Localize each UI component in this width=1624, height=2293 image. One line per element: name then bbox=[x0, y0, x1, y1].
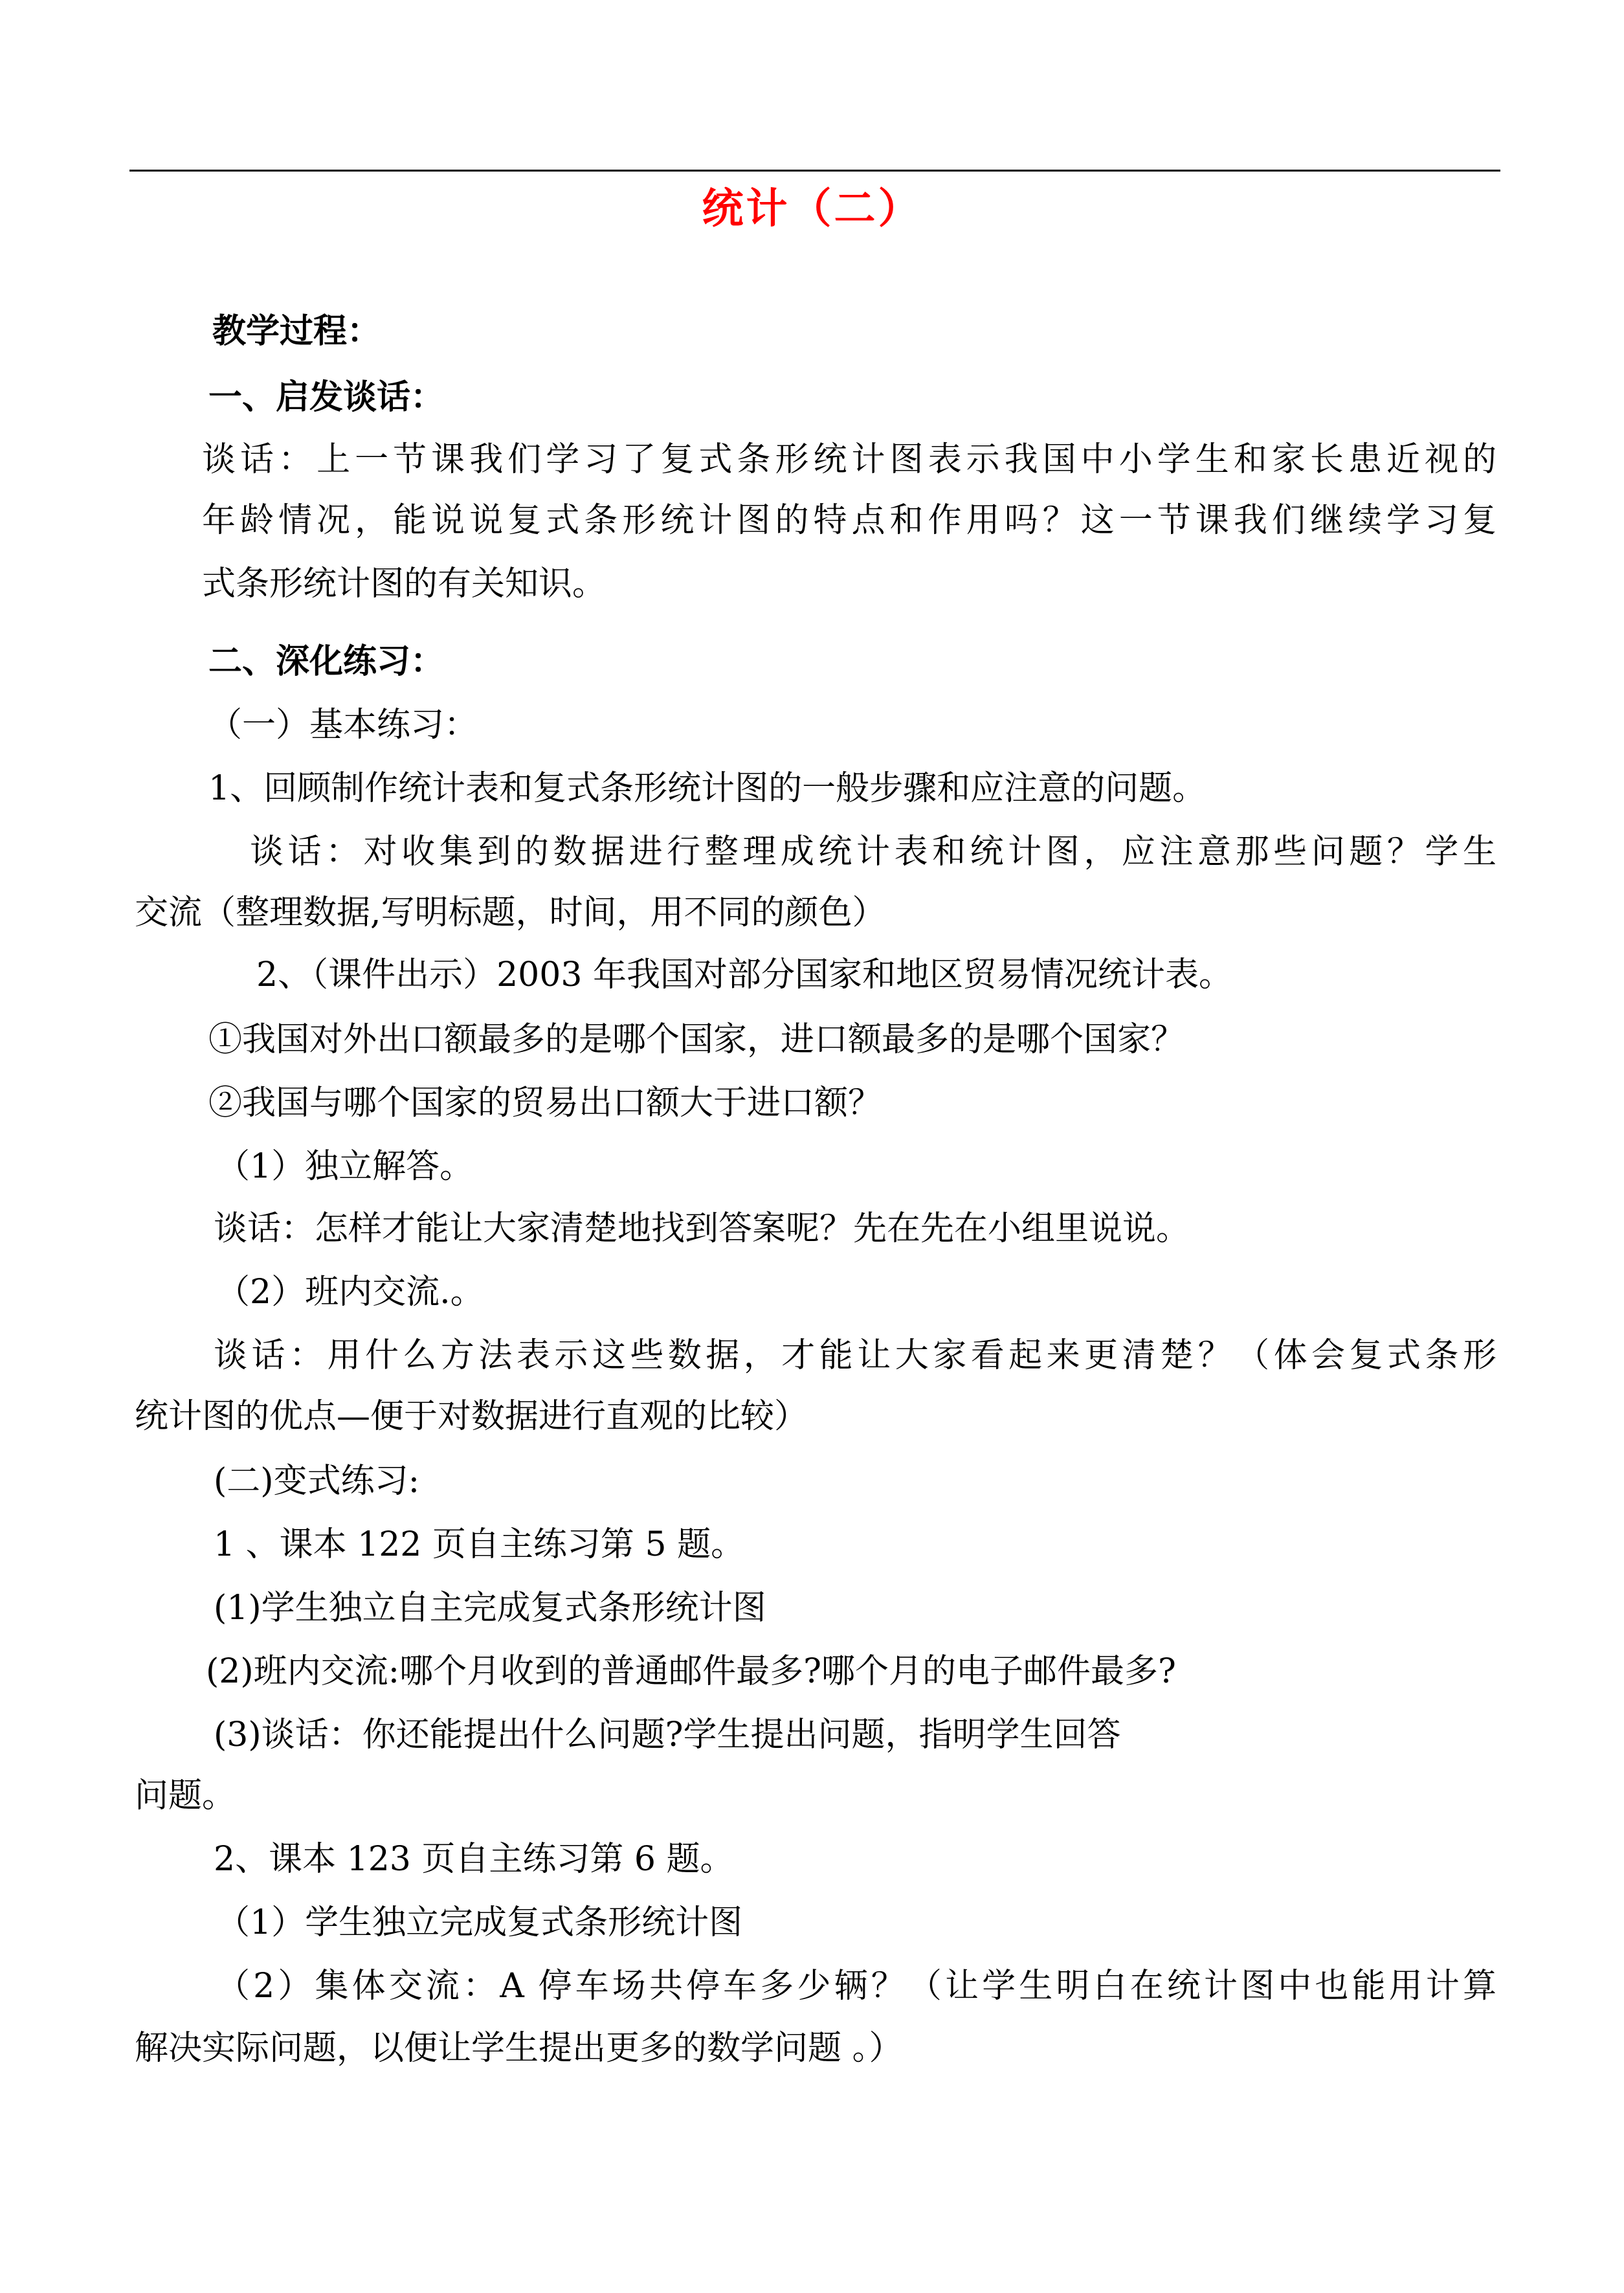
document-title: 统计（二） bbox=[702, 185, 922, 233]
section-heading-2: 二、深化练习： bbox=[208, 642, 445, 681]
section-heading-process: 教学过程： bbox=[212, 311, 381, 351]
paragraph-line: 交流（整理数据,写明标题，时间，用不同的颜色） bbox=[135, 893, 886, 932]
paragraph-line: （2）班内交流.。 bbox=[216, 1273, 484, 1312]
subsection-heading: (二)变式练习: bbox=[214, 1462, 420, 1501]
paragraph-line: 1、回顾制作统计表和复式条形统计图的一般步骤和应注意的问题。 bbox=[208, 769, 1207, 808]
paragraph-line: （1）独立解答。 bbox=[216, 1147, 474, 1186]
paragraph-line: 谈话：上一节课我们学习了复式条形统计图表示我国中小学生和家长患近视的 bbox=[202, 440, 1496, 479]
paragraph-line: (1)学生独立自主完成复式条形统计图 bbox=[214, 1589, 766, 1627]
section-heading-1: 一、启发谈话： bbox=[208, 377, 445, 417]
paragraph-line: 问题。 bbox=[135, 1776, 236, 1815]
paragraph-line: 谈话：怎样才能让大家清楚地找到答案呢？先在先在小组里说说。 bbox=[214, 1209, 1190, 1248]
paragraph-line: (2)班内交流:哪个月收到的普通邮件最多?哪个月的电子邮件最多? bbox=[206, 1652, 1176, 1691]
header-rule bbox=[129, 170, 1500, 172]
paragraph-line: 式条形统计图的有关知识。 bbox=[202, 565, 606, 603]
question-item: ②我国与哪个国家的贸易出口额大于进口额？ bbox=[208, 1084, 882, 1123]
paragraph-line: 2、课本 123 页自主练习第 6 题。 bbox=[214, 1840, 734, 1879]
paragraph-line: 2、（课件出示）2003 年我国对部分国家和地区贸易情况统计表。 bbox=[256, 956, 1232, 994]
subsection-heading: （一）基本练习： bbox=[208, 706, 478, 744]
paragraph-line: 统计图的优点—便于对数据进行直观的比较） bbox=[135, 1397, 808, 1436]
paragraph-line: （1）学生独立完成复式条形统计图 bbox=[216, 1903, 743, 1942]
paragraph-line: （2）集体交流：A 停车场共停车多少辆？（让学生明白在统计图中也能用计算 bbox=[216, 1967, 1496, 2006]
paragraph-line: 谈话：用什么方法表示这些数据，才能让大家看起来更清楚？（体会复式条形 bbox=[214, 1336, 1496, 1375]
paragraph-line: 谈话：对收集到的数据进行整理成统计表和统计图，应注意那些问题？学生 bbox=[250, 833, 1496, 871]
question-item: ①我国对外出口额最多的是哪个国家，进口额最多的是哪个国家？ bbox=[208, 1020, 1185, 1059]
paragraph-line: 年龄情况，能说说复式条形统计图的特点和作用吗？这一节课我们继续学习复 bbox=[202, 501, 1496, 540]
paragraph-line: 解决实际问题，以便让学生提出更多的数学问题 。） bbox=[135, 2029, 903, 2068]
paragraph-line: 1 、课本 122 页自主练习第 5 题。 bbox=[214, 1525, 745, 1564]
paragraph-line: (3)谈话：你还能提出什么问题?学生提出问题，指明学生回答 bbox=[214, 1716, 1121, 1754]
